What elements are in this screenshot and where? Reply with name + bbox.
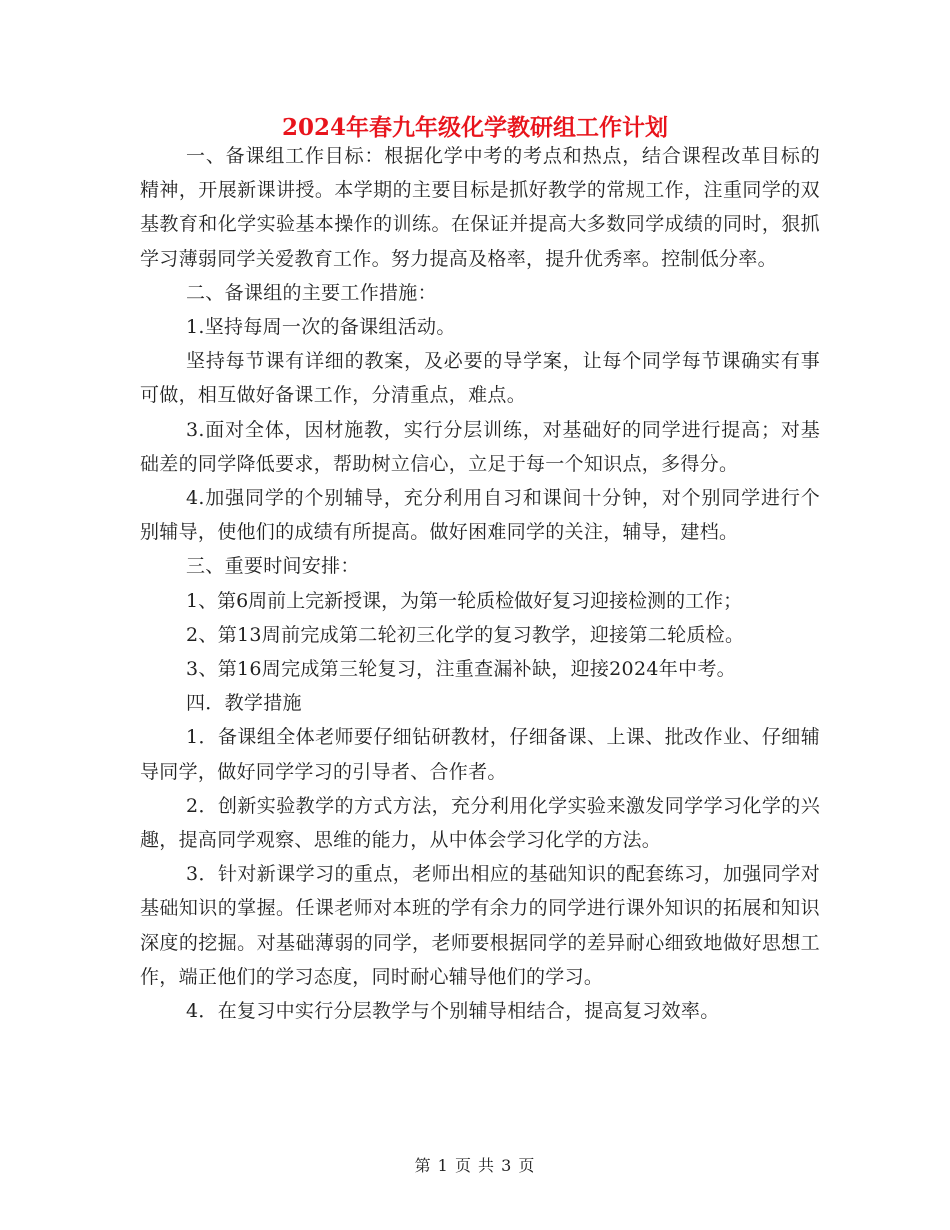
paragraph-goals: 一、备课组工作目标：根据化学中考的考点和热点，结合课程改革目标的精神，开展新课讲授。本学期的主要目标是抓好教学的常规工作，注重同学的双基教育和化学实验基本操作的训练。在保证并提高大多数同学成绩的同时，狠抓学习薄弱同学关爱教育工作。努力提高及格率，提升优秀率。控制低分率。: [140, 145, 820, 270]
teaching-item-3: 3．针对新课学习的重点，老师出相应的基础知识的配套练习，加强同学对基础知识的掌握。任课老师对本班的学有余力的同学进行课外知识的拓展和知识深度的挖掘。对基础薄弱的同学，老师要根据同学的差异耐心细致地做好思想工作，端正他们的学习态度，同时耐心辅导他们的学习。: [140, 863, 820, 988]
paragraph-measure-2: 坚持每节课有详细的教案，及必要的导学案，让每个同学每节课确实有事可做，相互做好备课工作，分清重点，难点。: [140, 350, 820, 407]
teaching-item-4: 4．在复习中实行分层教学与个别辅导相结合，提高复习效率。: [186, 1000, 720, 1023]
page-footer: 第 1 页 共 3 页: [414, 1156, 536, 1175]
schedule-item-1: 1、第6周前上完新授课，为第一轮质检做好复习迎接检测的工作；: [186, 589, 743, 612]
teaching-item-1: 1．备课组全体老师要仔细钻研教材，仔细备课、上课、批改作业、仔细辅导同学，做好同学学习的引导者、合作者。: [140, 726, 820, 783]
paragraph-measure-1: 1.坚持每周一次的备课组活动。: [186, 316, 456, 339]
section-heading-teaching: 四．教学措施: [186, 692, 302, 715]
schedule-item-3: 3、第16周完成第三轮复习，注重查漏补缺，迎接2024年中考。: [186, 658, 736, 681]
schedule-item-2: 2、第13周前完成第二轮初三化学的复习教学，迎接第二轮质检。: [186, 623, 745, 646]
paragraph-measure-3: 3.面对全体，因材施教，实行分层训练，对基础好的同学进行提高；对基础差的同学降低要求，帮助树立信心，立足于每一个知识点，多得分。: [140, 418, 820, 475]
teaching-item-2: 2．创新实验教学的方式方法，充分利用化学实验来激发同学学习化学的兴趣，提高同学观察、思维的能力，从中体会学习化学的方法。: [140, 794, 820, 852]
section-heading-measures: 二、备课组的主要工作措施：: [186, 281, 437, 304]
document-title: 2024年春九年级化学教研组工作计划: [281, 114, 668, 141]
paragraph-measure-4: 4.加强同学的个别辅导，充分利用自习和课间十分钟，对个别同学进行个别辅导，使他们的成绩有所提高。做好困难同学的关注，辅导，建档。: [140, 487, 820, 544]
document-body: [140, 139, 820, 1028]
section-heading-schedule: 三、重要时间安排：: [186, 555, 360, 578]
